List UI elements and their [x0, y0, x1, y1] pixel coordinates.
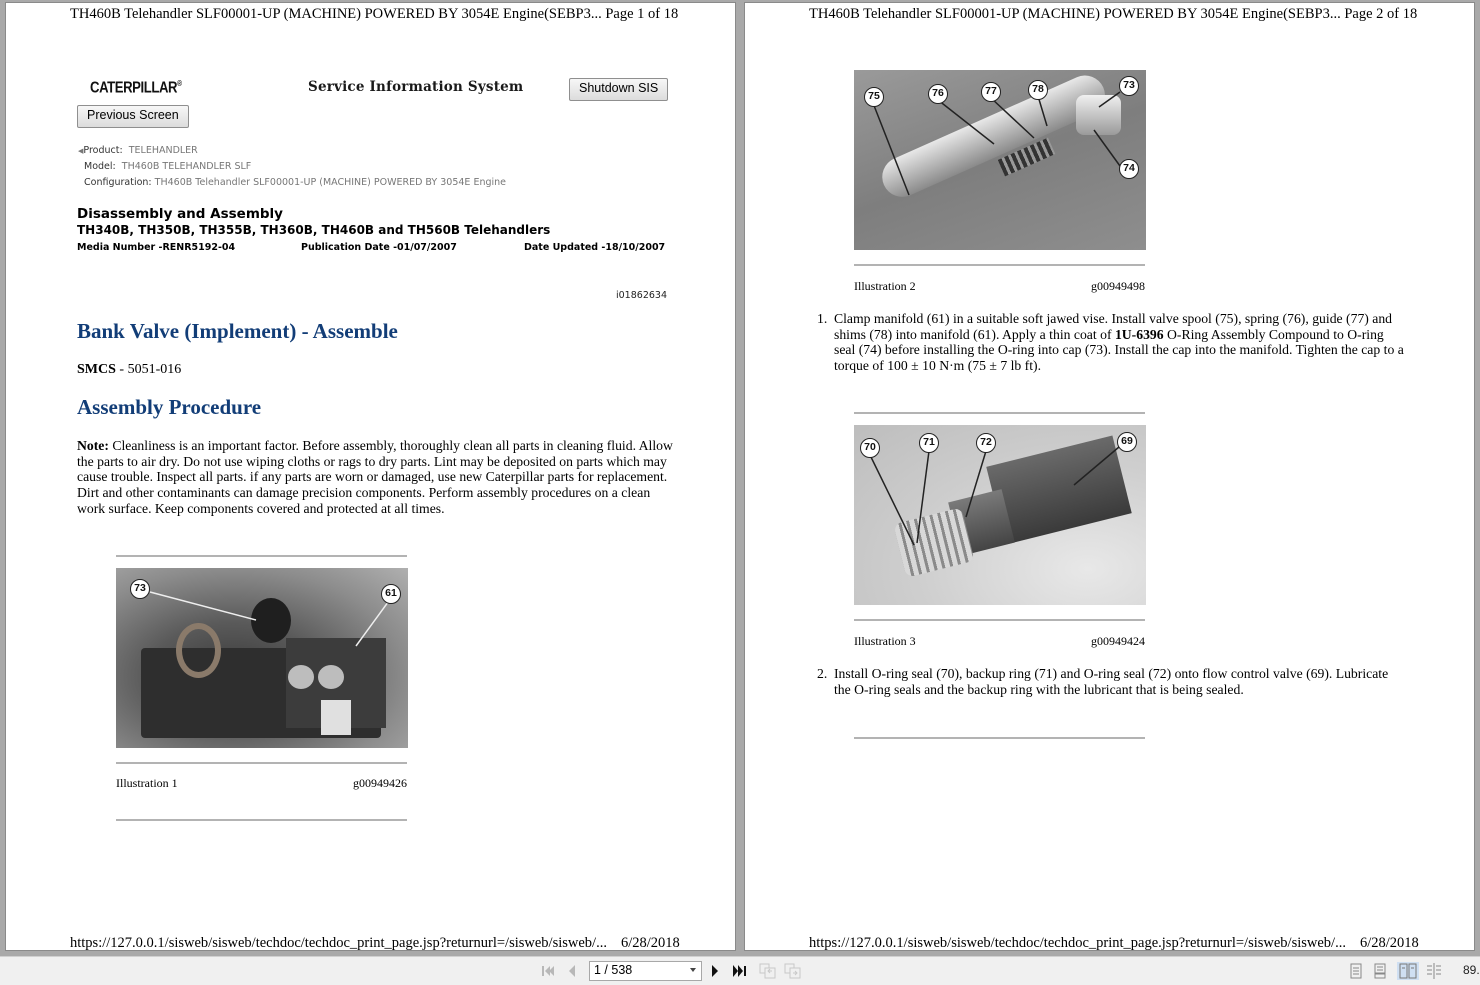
- callout-74: 74: [1119, 159, 1139, 179]
- single-page-view-icon[interactable]: [1349, 963, 1363, 979]
- product-row: ◀Product: TELEHANDLER: [78, 145, 198, 156]
- configuration-row: Configuration: TH460B Telehandler SLF00001-UP (MACHINE) POWERED BY 3054E Engine: [84, 177, 507, 188]
- smcs-code: SMCS - 5051-016: [77, 362, 182, 377]
- divider: [116, 819, 407, 821]
- sis-title: Service Information System: [308, 79, 524, 95]
- caterpillar-logo: CATERPILLAR®: [90, 79, 182, 97]
- callout-61: 61: [381, 584, 401, 604]
- callout-72: 72: [976, 433, 996, 453]
- page-number-select[interactable]: 1 / 538: [589, 961, 702, 981]
- last-page-icon[interactable]: [732, 963, 748, 979]
- chevron-down-icon: [690, 968, 696, 972]
- illustration-3-image: [854, 425, 1146, 605]
- model-row: Model: TH460B TELEHANDLER SLF: [84, 161, 252, 172]
- document-title: Disassembly and Assembly: [77, 206, 283, 222]
- illustration-1-image: [116, 568, 408, 748]
- callout-70: 70: [860, 438, 880, 458]
- two-page-continuous-view-icon[interactable]: [1426, 963, 1442, 979]
- section-heading: Assembly Procedure: [77, 395, 262, 419]
- illustration-2-label: Illustration 2: [854, 279, 916, 293]
- callout-75: 75: [864, 87, 884, 107]
- callout-73: 73: [1119, 76, 1139, 96]
- continuous-view-icon[interactable]: [1373, 963, 1387, 979]
- pdf-viewer-toolbar: [0, 956, 1480, 985]
- leader-lines: [854, 70, 1146, 250]
- callout-78: 78: [1028, 80, 1048, 100]
- illustration-3-label: Illustration 3: [854, 634, 916, 648]
- illustration-2-id: g00949498: [1091, 279, 1145, 293]
- pdf-page-1: [5, 2, 736, 951]
- info-id: i01862634: [616, 290, 667, 301]
- leader-lines: [116, 568, 408, 748]
- two-page-view-icon[interactable]: [1397, 962, 1419, 980]
- document-subtitle: TH340B, TH350B, TH355B, TH360B, TH460B and TH560B Telehandlers: [77, 223, 551, 237]
- illustration-3-id: g00949424: [1091, 634, 1145, 648]
- page-title: Bank Valve (Implement) - Assemble: [77, 319, 398, 343]
- page-footer: https://127.0.0.1/sisweb/sisweb/techdoc/techdoc_print_page.jsp?returnurl=/sisweb/sisweb/... 6/28/2018: [809, 935, 1419, 951]
- note-paragraph: Note: Cleanliness is an important factor. Before assembly, thoroughly clean all parts in cleaning fluid. Allow the parts to air dry. Do not use wiping cloths or rags to dry parts. Lint may be deposited on parts which may cause trouble. Inspect all parts. if any parts are worn or damaged, use new Caterpillar parts for replacement. Dirt and other contaminants can damage precision components. Perform assembly procedures on a clean work surface. Keep components covered and protected at all times.: [77, 438, 673, 516]
- previous-screen-button[interactable]: Previous Screen: [77, 105, 189, 128]
- step-2: 2. Install O-ring seal (70), backup ring (71) and O-ring seal (72) onto flow control valve (69). Lubricate the O-ring seals and the backup ring with the lubricant that is being sealed.: [817, 666, 1389, 697]
- illustration-2-image: [854, 70, 1146, 250]
- previous-view-icon[interactable]: [759, 963, 777, 979]
- callout-77: 77: [981, 82, 1001, 102]
- previous-page-icon[interactable]: [566, 963, 578, 979]
- divider: [854, 737, 1145, 739]
- divider: [854, 264, 1145, 266]
- page-header: TH460B Telehandler SLF00001-UP (MACHINE) POWERED BY 3054E Engine(SEBP3... Page 2 of 18: [809, 6, 1418, 22]
- page-header: TH460B Telehandler SLF00001-UP (MACHINE) POWERED BY 3054E Engine(SEBP3... Page 1 of 18: [70, 6, 679, 22]
- publication-date: Publication Date -01/07/2007: [301, 242, 457, 253]
- callout-73: 73: [130, 579, 150, 599]
- page-footer: https://127.0.0.1/sisweb/sisweb/techdoc/techdoc_print_page.jsp?returnurl=/sisweb/sisweb/... 6/28/2018: [70, 935, 680, 951]
- illustration-1-id: g00949426: [353, 776, 407, 790]
- callout-76: 76: [928, 84, 948, 104]
- shutdown-sis-button[interactable]: Shutdown SIS: [569, 78, 668, 101]
- zoom-level[interactable]: 89.: [1463, 963, 1480, 977]
- illustration-1-label: Illustration 1: [116, 776, 178, 790]
- divider: [116, 762, 407, 764]
- divider: [854, 619, 1145, 621]
- back-arrow-icon[interactable]: ◀: [78, 147, 84, 155]
- callout-71: 71: [919, 433, 939, 453]
- callout-69: 69: [1117, 432, 1137, 452]
- leader-lines: [854, 425, 1146, 605]
- next-page-icon[interactable]: [709, 963, 721, 979]
- media-number: Media Number -RENR5192-04: [77, 242, 236, 253]
- step-1: 1. Clamp manifold (61) in a suitable soft jawed vise. Install valve spool (75), spring (76), guide (77) and shims (78) into manifold (61). Apply a thin coat of 1U-6396 O-Ring Assembly Compound to O-ring seal (74) before installing the O-ring into cap (73). Install the cap into the manifold. Tighten the cap to a torque of 100 ± 10 N·m (75 ± 7 lb ft).: [817, 311, 1404, 374]
- pdf-page-2: [744, 2, 1475, 951]
- divider: [854, 412, 1145, 414]
- first-page-icon[interactable]: [541, 963, 555, 979]
- divider: [116, 555, 407, 557]
- date-updated: Date Updated -18/10/2007: [524, 242, 666, 253]
- next-view-icon[interactable]: [784, 963, 802, 979]
